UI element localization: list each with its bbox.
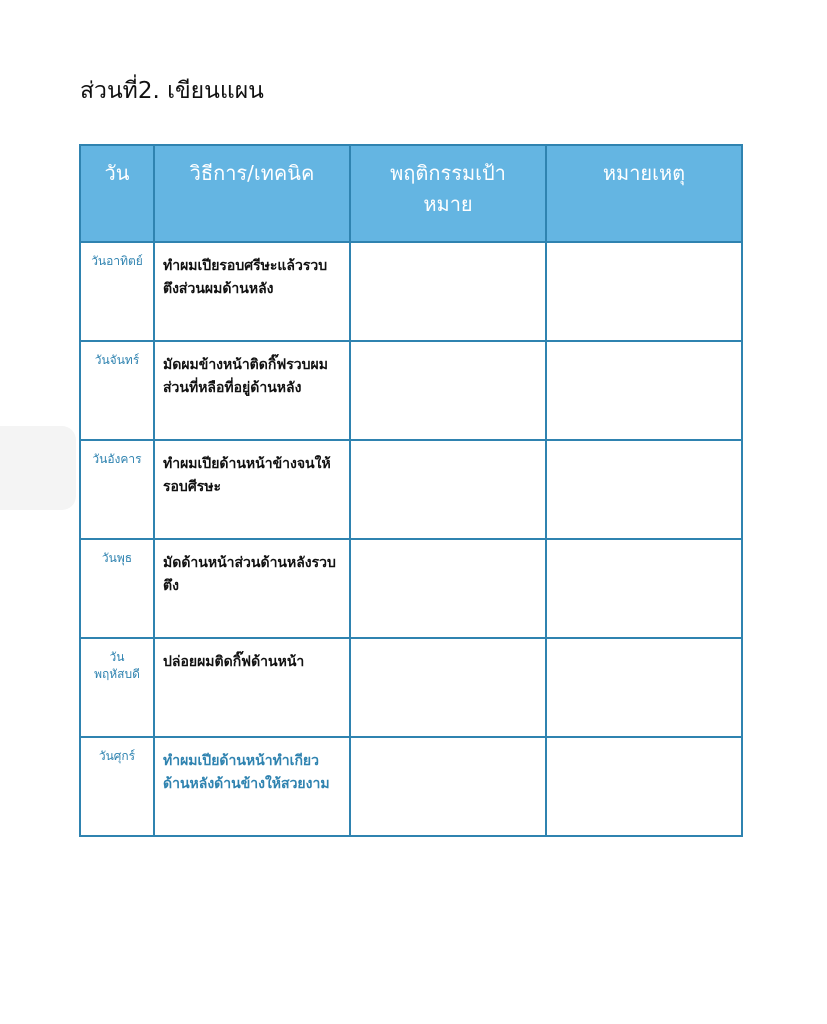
page-title: ส่วนที่2. เขียนแผน [80,78,264,104]
behavior-cell[interactable] [350,539,546,638]
behavior-cell[interactable] [350,638,546,737]
note-cell[interactable] [546,539,742,638]
side-panel-tab[interactable] [0,426,76,510]
day-cell: วันศุกร์ [80,737,154,836]
header-day: วัน [80,145,154,242]
table-row [80,539,742,638]
method-cell: ทำผมเปียด้านหน้าข้างจนให้รอบศีรษะ [154,440,350,539]
behavior-cell[interactable] [350,440,546,539]
table-row [80,440,742,539]
table-row [80,737,742,836]
table-row [80,341,742,440]
day-cell: วันอังคาร [80,440,154,539]
header-method: วิธีการ/เทคนิค [154,145,350,242]
method-cell: ปล่อยผมติดกิ๊ฟด้านหน้า [154,638,350,737]
method-cell: ทำผมเปียรอบศรีษะแล้วรวบตึงส่วนผมด้านหลัง [154,242,350,341]
method-cell: มัดผมข้างหน้าติดกิ๊ฟรวบผมส่วนที่หลือที่อยู่ด้านหลัง [154,341,350,440]
note-cell[interactable] [546,638,742,737]
method-cell: ทำผมเปียด้านหน้าทำเกียวด้านหลังด้านข้างให้สวยงาม [154,737,350,836]
table-row [80,638,742,737]
plan-table [79,144,743,837]
behavior-cell[interactable] [350,737,546,836]
day-cell: วันจันทร์ [80,341,154,440]
header-note: หมายเหตุ [546,145,742,242]
behavior-cell[interactable] [350,242,546,341]
behavior-cell[interactable] [350,341,546,440]
day-cell: วันพุธ [80,539,154,638]
day-cell-text: วันพฤหัสบดี [94,650,140,681]
note-cell[interactable] [546,341,742,440]
table-header-row [80,145,742,242]
note-cell[interactable] [546,242,742,341]
table-row [80,242,742,341]
header-behavior [350,145,546,242]
day-cell: วันอาทิตย์ [80,242,154,341]
day-cell [80,638,154,737]
note-cell[interactable] [546,440,742,539]
method-cell: มัดด้านหน้าส่วนด้านหลังรวบตึง [154,539,350,638]
header-behavior-text: พฤติกรรมเป้าหมาย [390,161,506,216]
note-cell[interactable] [546,737,742,836]
